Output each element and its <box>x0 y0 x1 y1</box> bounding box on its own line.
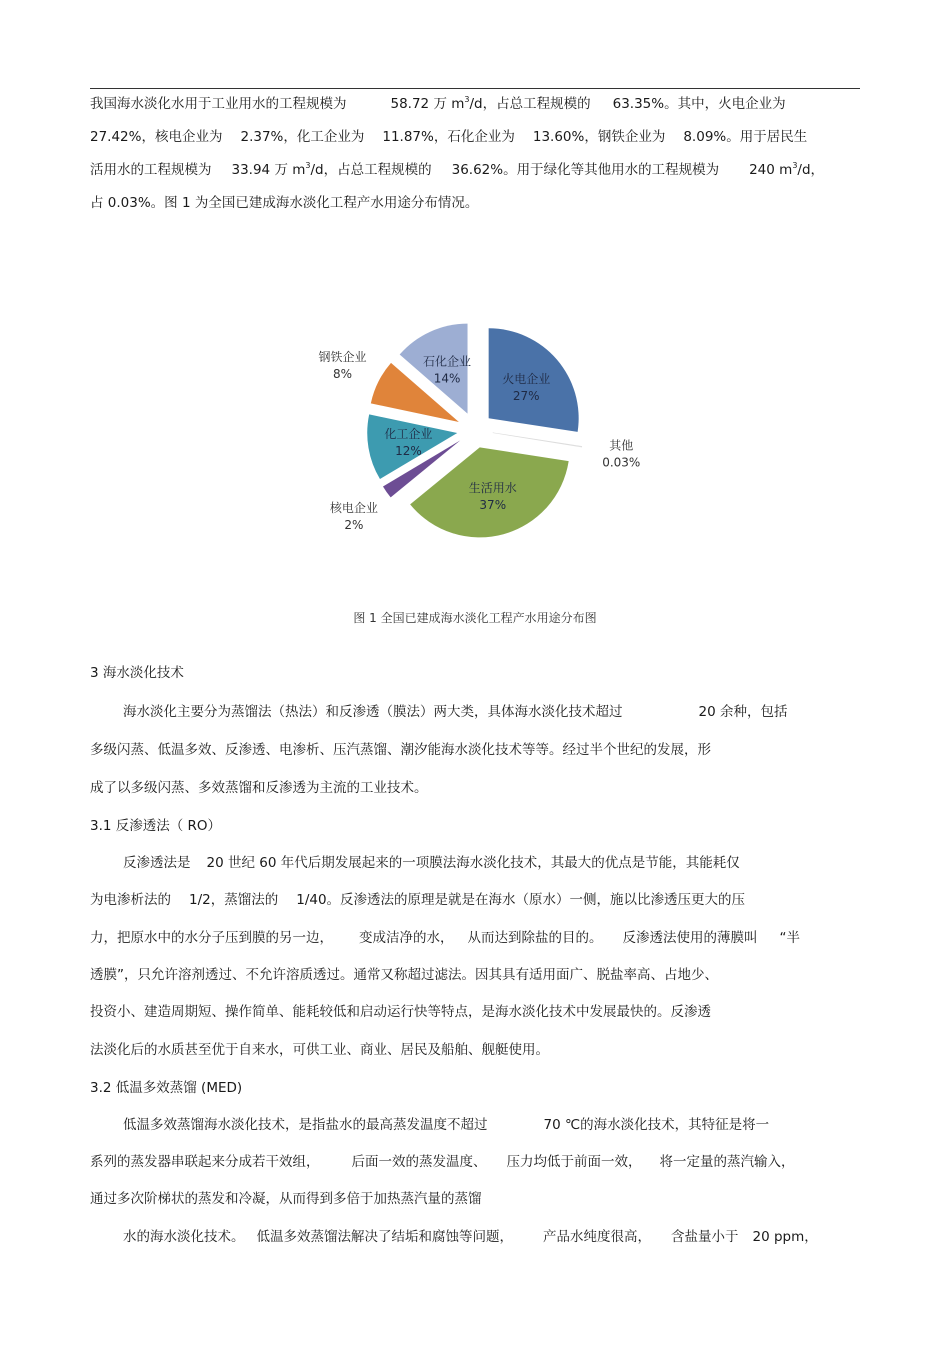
slice-name-label: 火电企业 <box>502 372 551 387</box>
text: 1/2，蒸馏法的 <box>189 892 279 908</box>
slice-value-label: 27% <box>512 389 540 404</box>
text: 13.60%，钢铁企业为 <box>532 129 666 145</box>
text: 从而达到除盐的目的。 <box>467 930 603 946</box>
text: 11.87%，石化企业为 <box>382 129 515 145</box>
text: 反渗透法是 <box>123 855 191 871</box>
pie-labels <box>319 349 641 532</box>
slice-value-label: 14% <box>433 371 461 386</box>
text: 海水淡化主要分为蒸馏法（热法）和反渗透（膜法）两大类，具体海水淡化技术超过 <box>123 704 623 720</box>
text: 20 余种，包括 <box>698 704 788 720</box>
text: “半 <box>779 930 800 946</box>
text: 低温多效蒸馏法解决了结垢和腐蚀等问题， <box>256 1229 513 1245</box>
intro-line-1 <box>90 94 786 116</box>
text: 我国海水淡化水用于工业用水的工程规模为 <box>90 96 347 112</box>
section-3-2-line-3: 通过多次阶梯状的蒸发和冷凝，从而得到多倍于加热蒸汽量的蒸馏 <box>90 1191 482 1207</box>
slice-name-label: 石化企业 <box>423 354 472 369</box>
text: 58.72 万 m <box>390 96 465 112</box>
section-3-1-heading: 3.1 反渗透法（ RO） <box>90 818 222 834</box>
section-3-line-2: 多级闪蒸、低温多效、反渗透、电渗析、压汽蒸馏、潮汐能海水淡化技术等等。经过半个世纪的发展，形 <box>90 742 711 758</box>
intro-line-3 <box>90 160 824 182</box>
section-3-1-line-2 <box>90 890 745 910</box>
slice-value-label: 0.03% <box>602 455 641 470</box>
text: 2.37%，化工企业为 <box>240 129 365 145</box>
text: 1/40。反渗透法的原理是就是在海水（原水）一侧，施以比渗透压更大的压 <box>296 892 746 908</box>
section-3-1-line-5: 投资小、建造周期短、操作简单、能耗较低和启动运行快等特点，是海水淡化技术中发展最快的。反渗透 <box>90 1004 711 1020</box>
section-3-2-line-2 <box>90 1152 795 1172</box>
text: 后面一效的蒸发温度、 <box>351 1154 487 1170</box>
slice-name-label: 生活用水 <box>468 481 517 496</box>
text: 活用水的工程规模为 <box>90 162 212 178</box>
pie-slice <box>493 433 582 447</box>
section-3-2-heading: 3.2 低温多效蒸馏 (MED) <box>90 1080 243 1096</box>
section-3-line-1 <box>123 702 787 722</box>
text: 力，把原水中的水分子压到膜的另一边， <box>90 930 333 946</box>
text: /d，占总工程规模的 <box>310 162 432 178</box>
slice-value-label: 37% <box>479 498 507 513</box>
text: 8.09%。用于居民生 <box>683 129 808 145</box>
text: 70 ℃的海水淡化技术，其特征是将一 <box>543 1117 770 1133</box>
pie-chart <box>300 290 650 610</box>
section-3-1-line-6: 法淡化后的水质甚至优于自来水，可供工业、商业、居民及船舶、舰艇使用。 <box>90 1042 549 1058</box>
intro-line-2 <box>90 127 807 147</box>
section-3-1-line-1 <box>123 853 740 873</box>
slice-name-label: 钢铁企业 <box>318 350 367 365</box>
text: 将一定量的蒸汽输入， <box>659 1154 795 1170</box>
text: 水的海水淡化技术。 <box>123 1229 245 1245</box>
text: 20 世纪 60 年代后期发展起来的一项膜法海水淡化技术，其最大的优点是节能，其能耗仅 <box>206 855 740 871</box>
text: 33.94 万 m <box>231 162 306 178</box>
superscript: 3 <box>792 161 798 170</box>
text: 低温多效蒸馏海水淡化技术，是指盐水的最高蒸发温度不超过 <box>123 1117 488 1133</box>
text: 产品水纯度很高， <box>543 1229 651 1245</box>
section-3-2-line-1 <box>123 1115 769 1135</box>
text: 变成洁净的水， <box>359 930 454 946</box>
superscript: 3 <box>305 161 311 170</box>
slice-value-label: 12% <box>395 444 422 459</box>
text: 63.35%。其中，火电企业为 <box>612 96 786 112</box>
slice-name-label: 其他 <box>609 438 634 453</box>
figure-caption: 图 1 全国已建成海水淡化工程产水用途分布图 <box>353 611 597 625</box>
text: 反渗透法使用的薄膜叫 <box>622 930 758 946</box>
section-3-2-line-4 <box>123 1227 818 1247</box>
slice-name-label: 核电企业 <box>329 501 378 516</box>
section-3-1-line-3 <box>90 928 800 948</box>
section-3-1-line-4: 透膜”，只允许溶剂透过、不允许溶质透过。通常又称超过滤法。因其具有适用面广、脱盐率高、占地少、 <box>90 967 718 983</box>
superscript: 3 <box>464 95 470 104</box>
slice-value-label: 8% <box>333 367 353 382</box>
text: 27.42%，核电企业为 <box>90 129 223 145</box>
slice-name-label: 化工企业 <box>384 427 433 442</box>
text: 为电渗析法的 <box>90 892 171 908</box>
text: 系列的蒸发器串联起来分成若干效组， <box>90 1154 320 1170</box>
text: 36.62%。用于绿化等其他用水的工程规模为 <box>451 162 720 178</box>
intro-line-4: 占 0.03%。图 1 为全国已建成海水淡化工程产水用途分布情况。 <box>90 195 479 211</box>
text: 240 m <box>749 162 793 178</box>
section-3-line-3: 成了以多级闪蒸、多效蒸馏和反渗透为主流的工业技术。 <box>90 780 428 796</box>
section-3-heading: 3 海水淡化技术 <box>90 665 184 681</box>
text: 含盐量小于 <box>671 1229 739 1245</box>
slice-value-label: 2% <box>344 518 364 533</box>
header-rule <box>90 88 860 89</box>
text: 20 ppm， <box>752 1229 818 1245</box>
text: /d，占总工程规模的 <box>469 96 591 112</box>
text: /d， <box>797 162 825 178</box>
text: 压力均低于前面一效， <box>506 1154 642 1170</box>
